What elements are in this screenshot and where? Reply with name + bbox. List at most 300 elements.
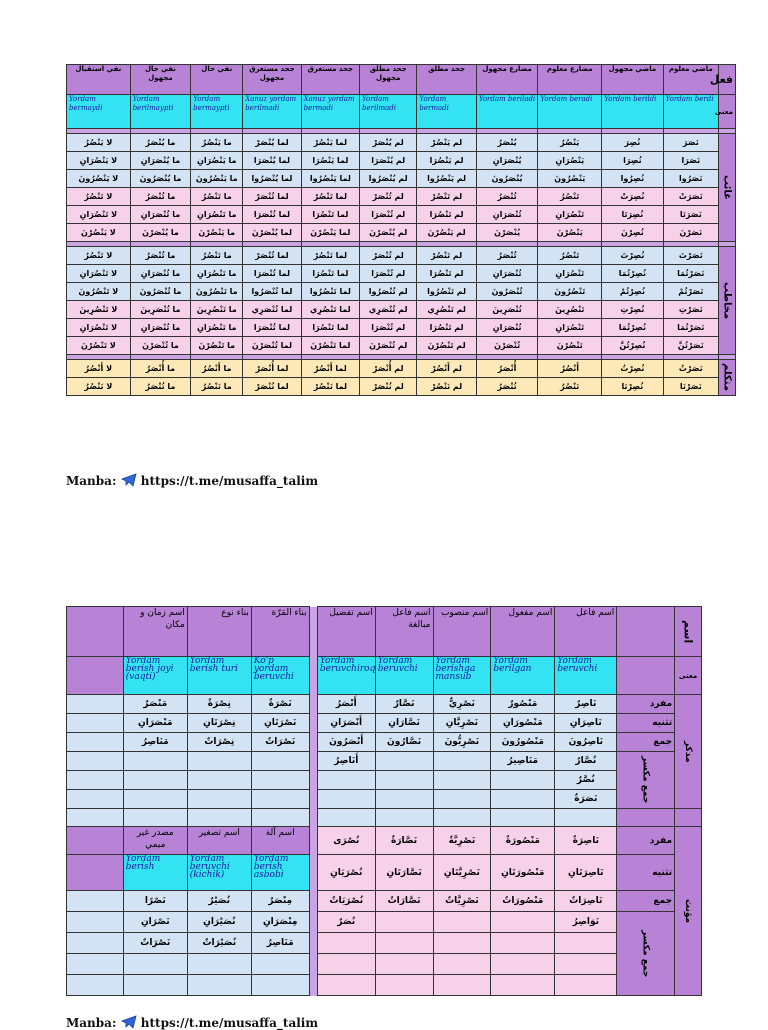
conjugation-cell: لا يَنْصُرْنَ (67, 224, 131, 242)
empty-cell (309, 790, 317, 809)
conjugation-cell: لما يُنْصَرُوا (243, 170, 301, 188)
empty-cell (123, 954, 187, 975)
translation-cell: Yordam beruvchi (375, 657, 433, 695)
conjugation-cell: ما تَنْصُرُونَ (191, 283, 243, 301)
column-header: اسم مفعول (491, 607, 555, 657)
conjugation-cell: ما تُنْصَرَانِ (130, 206, 191, 224)
empty-cell (67, 975, 124, 996)
form-cell (375, 752, 433, 771)
conjugation-cell: لم تَنْصُرَا (417, 265, 476, 283)
conjugation-cell: يَنْصُرُ (538, 134, 602, 152)
column-header: بناء المَرّة (251, 607, 309, 657)
conjugation-cell: نَصَرْنَ (663, 224, 718, 242)
column-header: اسم تصغير (187, 827, 251, 855)
empty-cell (309, 827, 317, 855)
gender-label-muannas: مؤنث (675, 827, 702, 996)
form-cell: نَصْرِيَّتَانِ (433, 855, 491, 891)
empty-cell (67, 855, 124, 891)
conjugation-cell: نُصِرْتِ (602, 301, 664, 319)
conjugation-cell: لما تُنْصَرُوا (243, 283, 301, 301)
conjugation-cell: يُنْصَرُونَ (476, 170, 538, 188)
conjugation-cell: ما تُنْصَرَانِ (130, 319, 191, 337)
conjugation-cell: لم تَنْصُرَا (417, 319, 476, 337)
number-label: مفرد (617, 695, 675, 714)
form-cell: نُصَرٌ (317, 912, 375, 933)
form-cell (433, 790, 491, 809)
conjugation-cell: لما يُنْصَرْنَ (243, 224, 301, 242)
conjugation-cell: تُنْصَرُونَ (476, 283, 538, 301)
conjugation-cell: ما نُنْصَرُ (130, 378, 191, 396)
conjugation-cell: لما تَنْصُرِي (301, 301, 359, 319)
form-cell: نَاصِرَانِ (555, 714, 617, 733)
header-blank (67, 607, 124, 657)
empty-cell (491, 954, 555, 975)
conjugation-cell: ما تُنْصَرْنَ (130, 337, 191, 355)
column-header: جحد مستغرق (301, 65, 359, 95)
conjugation-cell: نُصِرْتُمَا (602, 319, 664, 337)
empty-cell (555, 933, 617, 954)
conjugation-cell: أُنْصَرُ (476, 360, 538, 378)
group-label-ghaib: غائب (718, 134, 735, 242)
empty-cell (67, 954, 124, 975)
translation-cell: Yordam berilmaypti (130, 95, 191, 129)
conjugation-cell: لم يَنْصُرْ (417, 134, 476, 152)
form-cell: مَنْصُورَاتٌ (491, 891, 555, 912)
conjugation-cell: لم تُنْصَرُوا (360, 283, 417, 301)
conjugation-cell: يُنْصَرُ (476, 134, 538, 152)
source-line-2 (66, 1015, 318, 1030)
conjugation-cell: لم يُنْصَرُوا (360, 170, 417, 188)
conjugation-cell: لما تُنْصَرَا (243, 206, 301, 224)
conjugation-cell: لم تَنْصُرَا (417, 206, 476, 224)
empty-cell (309, 975, 317, 996)
form-cell: نُصَيْرَانِ (187, 912, 251, 933)
form-cell: نُصْرَيَانِ (317, 855, 375, 891)
conjugation-cell: ما أُنْصَرُ (130, 360, 191, 378)
conjugation-cell: لم نُنْصَرْ (360, 378, 417, 396)
conjugation-cell: لما يَنْصُرْنَ (301, 224, 359, 242)
empty-cell (309, 855, 317, 891)
form-cell: نَصَّارَةٌ (375, 827, 433, 855)
column-header: اسم آلة (251, 827, 309, 855)
conjugation-cell: ما تَنْصُرَانِ (191, 319, 243, 337)
form-cell: نَاصِرَاتٌ (555, 891, 617, 912)
conjugation-cell: تُنْصَرَانِ (476, 206, 538, 224)
conjugation-cell: لا يَنْصُرُونَ (67, 170, 131, 188)
number-label: تثنيه (617, 714, 675, 733)
empty-cell (309, 695, 317, 714)
conjugation-cell: نَصَرْتُمَا (663, 265, 718, 283)
conjugation-cell: نُصِرَا (602, 152, 664, 170)
form-cell (317, 790, 375, 809)
conjugation-cell: ما تَنْصُرُ (191, 188, 243, 206)
conjugation-cell: لم نَنْصُرْ (417, 378, 476, 396)
form-cell: أَنْصَرَانِ (317, 714, 375, 733)
conjugation-cell: أَنْصُرُ (538, 360, 602, 378)
number-label: تثنيه (617, 855, 675, 891)
conjugation-cell: نَصَرْتَ (663, 247, 718, 265)
form-cell: نَصْرِيُّونَ (433, 733, 491, 752)
conjugation-cell: لم أَنْصُرْ (417, 360, 476, 378)
form-cell: نَصَّارٌ (375, 695, 433, 714)
conjugation-cell: نَصَرْتُمْ (663, 283, 718, 301)
form-cell: نُصْرَى (317, 827, 375, 855)
form-cell: أَنَاصِرُ (317, 752, 375, 771)
form-cell: نَصْرَاتٌ (123, 933, 187, 954)
conjugation-cell: نُصِرْتُ (602, 360, 664, 378)
form-cell (375, 912, 433, 933)
empty-cell (123, 790, 187, 809)
conjugation-cell: نُنْصَرُ (476, 378, 538, 396)
empty-cell (123, 809, 187, 827)
conjugation-cell: نَصَرَتَا (663, 206, 718, 224)
conjugation-cell: لا تَنْصُرَانِ (67, 319, 131, 337)
empty-cell (309, 607, 317, 657)
empty-cell (491, 933, 555, 954)
column-header: مضارع مجهول (476, 65, 538, 95)
conjugation-cell: ما يَنْصُرْنَ (191, 224, 243, 242)
conjugation-cell: ما نَنْصُرُ (191, 378, 243, 396)
conjugation-cell: ما تَنْصُرَانِ (191, 206, 243, 224)
form-cell: مَنْصَرٌ (123, 695, 187, 714)
form-cell: نَصْرِيَّاتٌ (433, 891, 491, 912)
translation-cell: Yordam berilgan (491, 657, 555, 695)
conjugation-cell: نُصِرَ (602, 134, 664, 152)
column-header: اسم منصوب (433, 607, 491, 657)
empty-cell (309, 657, 317, 695)
form-cell: مَنَاصِرُ (251, 933, 309, 954)
form-cell: مَنْصُورَتَانِ (491, 855, 555, 891)
form-cell (317, 771, 375, 790)
conjugation-cell: نُصِرْنَ (602, 224, 664, 242)
conjugation-cell: لم تُنْصَرَا (360, 265, 417, 283)
form-cell: نِصْرَةٌ (187, 695, 251, 714)
conjugation-cell: لا تَنْصُرُونَ (67, 283, 131, 301)
form-cell: نَصَّارَاتٌ (375, 891, 433, 912)
corner-label: اسم (675, 607, 702, 657)
form-cell: أَنْصَرُ (317, 695, 375, 714)
translation-cell: Yordam beruvchiroq (317, 657, 375, 695)
conjugation-cell: لما تَنْصُرْ (301, 247, 359, 265)
form-cell: نَصْرِيَّانِ (433, 714, 491, 733)
conjugation-cell: ما تُنْصَرُونَ (130, 283, 191, 301)
form-cell: نَوَاصِرُ (555, 912, 617, 933)
form-cell: نَاصِرَةٌ (555, 827, 617, 855)
form-cell (491, 912, 555, 933)
empty-cell (251, 954, 309, 975)
empty-cell (67, 752, 124, 771)
conjugation-cell: لا تَنْصُرُ (67, 247, 131, 265)
translation-cell: Yordam beruvchi (kichik) (187, 855, 251, 891)
form-cell: نُصْرَيَاتٌ (317, 891, 375, 912)
conjugation-cell: ما يُنْصَرُونَ (130, 170, 191, 188)
conjugation-cell: لا تَنْصُرَانِ (67, 206, 131, 224)
form-cell: نِصْرَتَانِ (187, 714, 251, 733)
empty-cell (251, 809, 309, 827)
meaning-label: معنى (675, 657, 702, 695)
empty-cell (67, 771, 124, 790)
trans-blank (67, 657, 124, 695)
source-label: Manba: (66, 474, 117, 488)
empty-cell (67, 714, 124, 733)
conjugation-cell: لما يُنْصَرْ (243, 134, 301, 152)
empty-cell (251, 790, 309, 809)
column-header: ماضي مجهول (602, 65, 664, 95)
telegram-icon-2 (121, 1015, 137, 1029)
source-line-1 (66, 473, 318, 488)
header-blank (617, 607, 675, 657)
form-cell (491, 771, 555, 790)
conjugation-cell: تُنْصَرُ (476, 188, 538, 206)
translation-cell: Yordam berish turi (187, 657, 251, 695)
translation-cell: Yordam bermadi (417, 95, 476, 129)
empty-cell (491, 809, 555, 827)
conjugation-cell: تَنْصُرُونَ (538, 283, 602, 301)
empty-cell (317, 975, 375, 996)
conjugation-cell: ما يُنْصَرُ (130, 134, 191, 152)
conjugation-cell: ما يَنْصُرُ (191, 134, 243, 152)
conjugation-cell: لما تَنْصُرَا (301, 265, 359, 283)
conjugation-cell: لم تُنْصَرَا (360, 206, 417, 224)
conjugation-cell: نَصَرُوا (663, 170, 718, 188)
empty-cell (251, 771, 309, 790)
conjugation-cell: لا تَنْصُرُ (67, 188, 131, 206)
conjugation-cell: لما يُنْصَرَا (243, 152, 301, 170)
empty-cell (187, 954, 251, 975)
form-cell (375, 790, 433, 809)
conjugation-cell: لم تُنْصَرْنَ (360, 337, 417, 355)
conjugation-cell: نَنْصُرُ (538, 378, 602, 396)
empty-cell (123, 771, 187, 790)
conjugation-cell: لم يَنْصُرْنَ (417, 224, 476, 242)
conjugation-cell: يُنْصَرْنَ (476, 224, 538, 242)
empty-cell (251, 752, 309, 771)
conjugation-cell: لما يَنْصُرُوا (301, 170, 359, 188)
translation-cell: Yordam beruvchi (555, 657, 617, 695)
conjugation-cell: ما يَنْصُرُونَ (191, 170, 243, 188)
conjugation-cell: لم يُنْصَرْ (360, 134, 417, 152)
empty-cell (251, 975, 309, 996)
conjugation-cell: لم تُنْصَرْ (360, 247, 417, 265)
verb-conjugation-table (66, 64, 736, 396)
translation-cell: Ko'p yordam beruvchi (251, 657, 309, 695)
conjugation-cell: تَنْصُرَانِ (538, 206, 602, 224)
conjugation-cell: تَنْصُرُ (538, 247, 602, 265)
empty-cell (433, 809, 491, 827)
empty-cell (433, 975, 491, 996)
form-cell: نِصْرَاتٌ (187, 733, 251, 752)
column-header: نفي استقبال (67, 65, 131, 95)
empty-cell (555, 954, 617, 975)
empty-cell (67, 891, 124, 912)
conjugation-cell: نُصِرْتُمْ (602, 283, 664, 301)
form-cell (433, 752, 491, 771)
empty-cell (317, 809, 375, 827)
conjugation-cell: نَصَرْتُنَّ (663, 337, 718, 355)
column-header: بناء نوع (187, 607, 251, 657)
conjugation-cell: ما تَنْصُرَانِ (191, 265, 243, 283)
column-header: نفي حال مجهول (130, 65, 191, 95)
column-header: نفي حال (191, 65, 243, 95)
column-header: جحد مستغرق مجهول (243, 65, 301, 95)
column-header: اسم تفضيل (317, 607, 375, 657)
number-label: جمع مكسر (617, 912, 675, 996)
conjugation-cell: ما تُنْصَرَانِ (130, 265, 191, 283)
form-cell: نُصَيْرٌ (187, 891, 251, 912)
number-label: جمع (617, 891, 675, 912)
conjugation-cell: نَصَرَتْ (663, 188, 718, 206)
translation-cell: Yordam berish joyi (vaqti) (123, 657, 187, 695)
empty-cell (375, 954, 433, 975)
empty-cell (309, 933, 317, 954)
empty-cell (309, 752, 317, 771)
conjugation-cell: لا يَنْصُرُ (67, 134, 131, 152)
conjugation-cell: يُنْصَرَانِ (476, 152, 538, 170)
empty-cell (67, 733, 124, 752)
conjugation-cell: لما يَنْصُرْ (301, 134, 359, 152)
conjugation-cell: لما تَنْصُرْ (301, 188, 359, 206)
column-header: مضارع معلوم (538, 65, 602, 95)
empty-cell (675, 809, 702, 827)
form-cell: نَصَّارَانِ (375, 714, 433, 733)
conjugation-cell: لما تُنْصَرْ (243, 247, 301, 265)
conjugation-cell: تَنْصُرَانِ (538, 265, 602, 283)
noun-forms-table (66, 606, 702, 996)
conjugation-cell: تُنْصَرْنَ (476, 337, 538, 355)
conjugation-cell: نُصِرُوا (602, 170, 664, 188)
empty-cell (491, 975, 555, 996)
form-cell: مِنْصَرَانِ (251, 912, 309, 933)
conjugation-cell: ما تُنْصَرُ (130, 188, 191, 206)
empty-cell (67, 912, 124, 933)
conjugation-cell: لم يَنْصُرَا (417, 152, 476, 170)
conjugation-cell: لم تَنْصُرْ (417, 188, 476, 206)
conjugation-cell: نَصَرَا (663, 152, 718, 170)
conjugation-cell: لما نُنْصَرْ (243, 378, 301, 396)
form-cell: نَصْرَةٌ (251, 695, 309, 714)
empty-cell (123, 752, 187, 771)
number-label: جمع (617, 733, 675, 752)
form-cell: مِنْصَرٌ (251, 891, 309, 912)
conjugation-cell: لم يَنْصُرُوا (417, 170, 476, 188)
empty-cell (67, 695, 124, 714)
telegram-icon (121, 473, 137, 487)
conjugation-cell: ما يَنْصُرَانِ (191, 152, 243, 170)
conjugation-cell: لما تُنْصَرِي (243, 301, 301, 319)
empty-cell (309, 891, 317, 912)
conjugation-cell: لما أَنْصُرْ (301, 360, 359, 378)
source-label-2: Manba: (66, 1016, 117, 1030)
conjugation-cell: لما تُنْصَرْنَ (243, 337, 301, 355)
conjugation-cell: نَصَرْتُ (663, 360, 718, 378)
empty-cell (187, 975, 251, 996)
form-cell: أَنْصَرُونَ (317, 733, 375, 752)
conjugation-cell: نُصِرْنَا (602, 378, 664, 396)
translation-cell: Yordam beradi (538, 95, 602, 129)
form-cell: نَاصِرُونَ (555, 733, 617, 752)
source-link[interactable]: https://t.me/musaffa_talim (140, 474, 319, 488)
group-label-mutakallim: متكلم (718, 360, 735, 396)
conjugation-cell: نَصَرْتُمَا (663, 319, 718, 337)
conjugation-cell: نَصَرْتِ (663, 301, 718, 319)
conjugation-cell: ما تَنْصُرِينَ (191, 301, 243, 319)
form-cell: نُصَّارٌ (555, 752, 617, 771)
conjugation-cell: ما يُنْصَرْنَ (130, 224, 191, 242)
conjugation-cell: لما تَنْصُرَا (301, 206, 359, 224)
translation-cell: Xanuz yordam bermadi (301, 95, 359, 129)
empty-cell (309, 714, 317, 733)
conjugation-cell: لم أُنْصَرْ (360, 360, 417, 378)
empty-cell (375, 809, 433, 827)
empty-cell (309, 809, 317, 827)
form-cell: نَصَّارُونَ (375, 733, 433, 752)
form-cell: نَصْرَتَانِ (251, 714, 309, 733)
form-cell: مَنْصُورَةٌ (491, 827, 555, 855)
translation-cell: Yordam berilmadi (360, 95, 417, 129)
meaning-label: معنى (718, 95, 735, 129)
conjugation-cell: تُنْصَرُ (476, 247, 538, 265)
empty-cell (67, 827, 124, 855)
column-header: مصدر غير ميمي (123, 827, 187, 855)
conjugation-cell: لما تَنْصُرَا (301, 319, 359, 337)
empty-cell (309, 733, 317, 752)
conjugation-cell: لا تَنْصُرِينَ (67, 301, 131, 319)
column-header: جحد مطلق (417, 65, 476, 95)
conjugation-cell: تُنْصَرَانِ (476, 265, 538, 283)
column-header: ماضي معلوم (663, 65, 718, 95)
empty-cell (187, 752, 251, 771)
form-cell: نُصَّرٌ (555, 771, 617, 790)
translation-cell: Yordam berish (123, 855, 187, 891)
conjugation-cell: تُنْصَرَانِ (476, 319, 538, 337)
form-cell: نُصَيْرَاتٌ (187, 933, 251, 954)
conjugation-cell: لم تُنْصَرْ (360, 188, 417, 206)
form-cell: مَنَاصِرُ (123, 733, 187, 752)
source-link-2[interactable]: https://t.me/musaffa_talim (140, 1016, 319, 1030)
conjugation-cell: نَصَرَ (663, 134, 718, 152)
conjugation-cell: ما يُنْصَرَانِ (130, 152, 191, 170)
conjugation-cell: يَنْصُرْنَ (538, 224, 602, 242)
form-cell: نَاصِرٌ (555, 695, 617, 714)
conjugation-cell: لم تَنْصُرْنَ (417, 337, 476, 355)
form-cell (491, 790, 555, 809)
conjugation-cell: ما أَنْصُرُ (191, 360, 243, 378)
empty-cell (317, 954, 375, 975)
empty-cell (317, 933, 375, 954)
translation-cell: Yordam berishga mansub (433, 657, 491, 695)
translation-cell: Yordam bermaypti (191, 95, 243, 129)
column-header: جحد مطلق مجهول (360, 65, 417, 95)
trans-blank (617, 657, 675, 695)
conjugation-cell: لما أُنْصَرْ (243, 360, 301, 378)
empty-cell (67, 933, 124, 954)
conjugation-cell: نُصِرْتُنَّ (602, 337, 664, 355)
conjugation-cell: لما تُنْصَرَا (243, 319, 301, 337)
translation-cell: Yordam bermaydi (67, 95, 131, 129)
form-cell: مَنْصُورُونَ (491, 733, 555, 752)
group-label-mukhatab: مخاطب (718, 247, 735, 355)
translation-cell: Yordam berildi (602, 95, 664, 129)
empty-cell (309, 771, 317, 790)
form-cell (433, 912, 491, 933)
conjugation-cell: لا تَنْصُرْنَ (67, 337, 131, 355)
conjugation-cell: لما تُنْصَرَا (243, 265, 301, 283)
conjugation-cell: ما تَنْصُرْنَ (191, 337, 243, 355)
conjugation-cell: لما يَنْصُرَا (301, 152, 359, 170)
translation-cell: Yordam beriladi (476, 95, 538, 129)
conjugation-cell: لم تُنْصَرَا (360, 319, 417, 337)
conjugation-cell: يَنْصُرَانِ (538, 152, 602, 170)
